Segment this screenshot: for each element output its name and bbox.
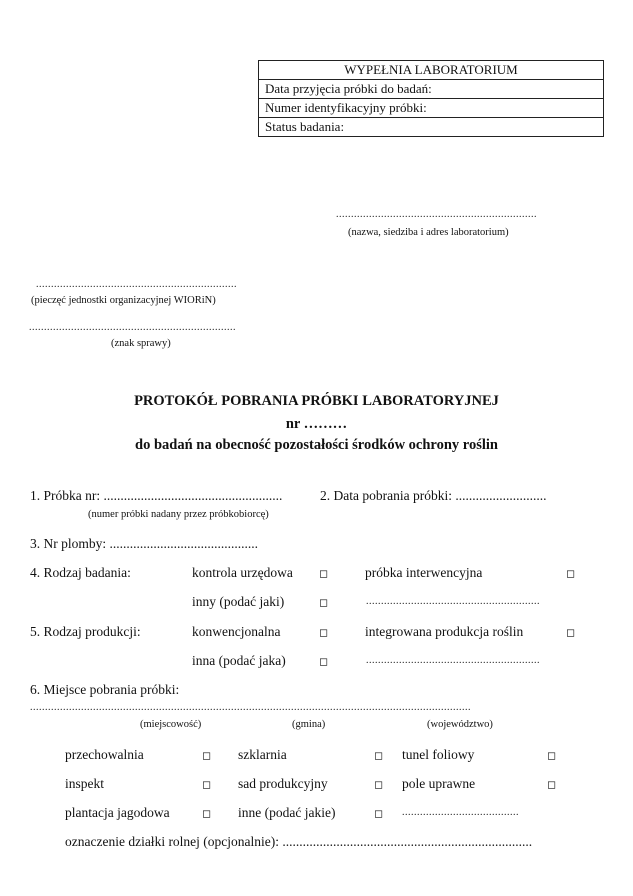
place-field-checkbox[interactable]: ◻ bbox=[547, 779, 557, 791]
place-orchard-label: sad produkcyjny bbox=[238, 776, 328, 791]
protocol-number: nr ……… bbox=[285, 416, 348, 432]
sample-number-caption: (numer próbki nadany przez próbkobiorcę) bbox=[88, 509, 269, 520]
place-berry-plantation-label: plantacja jagodowa bbox=[65, 805, 170, 820]
voivodeship-caption: (województwo) bbox=[427, 719, 493, 730]
laboratory-box bbox=[258, 60, 604, 137]
test-type-intervention-label: próbka interwencyjna bbox=[365, 565, 483, 580]
production-other-label: inna (podać jaka) bbox=[192, 653, 286, 668]
laboratory-box-header: WYPEŁNIA LABORATORIUM bbox=[344, 62, 518, 77]
place-hotbed-label: inspekt bbox=[65, 776, 104, 791]
test-type-other-checkbox[interactable]: ◻ bbox=[319, 597, 329, 609]
locality-caption: (miejscowość) bbox=[140, 719, 202, 730]
place-hotbed-checkbox[interactable]: ◻ bbox=[202, 779, 212, 791]
test-type-official-label: kontrola urzędowa bbox=[192, 565, 293, 580]
sampling-location-label: 6. Miejsce pobrania próbki: bbox=[30, 682, 180, 697]
test-type-label: 4. Rodzaj badania: bbox=[30, 565, 131, 580]
sampling-date-field[interactable]: 2. Data pobrania próbki: ........................... bbox=[320, 488, 547, 503]
place-storehouse-checkbox[interactable]: ◻ bbox=[202, 750, 212, 762]
case-mark-line[interactable]: ..................................................................... bbox=[29, 322, 236, 333]
seal-number-field[interactable]: 3. Nr plomby: ............................................ bbox=[30, 536, 258, 551]
case-mark-caption: (znak sprawy) bbox=[111, 338, 171, 349]
plot-marking-field[interactable]: oznaczenie działki rolnej (opcjonalnie): .......................................................................... bbox=[65, 834, 533, 849]
place-orchard-checkbox[interactable]: ◻ bbox=[374, 779, 384, 791]
production-type-label: 5. Rodzaj produkcji: bbox=[30, 624, 141, 639]
stamp-caption: (pieczęć jednostki organizacyjnej WIORiN) bbox=[31, 295, 216, 306]
test-type-official-checkbox[interactable]: ◻ bbox=[319, 568, 329, 580]
test-status-field[interactable]: Status badania: bbox=[259, 117, 603, 136]
production-conventional-label: konwencjonalna bbox=[192, 624, 281, 639]
document-subtitle: do badań na obecność pozostałości środków ochrony roślin bbox=[135, 437, 498, 453]
place-berry-plantation-checkbox[interactable]: ◻ bbox=[202, 808, 212, 820]
sampling-location-input[interactable]: ................................................................................................................................................... bbox=[30, 702, 471, 713]
place-other-label: inne (podać jakie) bbox=[238, 805, 336, 820]
production-integrated-label: integrowana produkcja roślin bbox=[365, 624, 524, 639]
place-foil-tunnel-label: tunel foliowy bbox=[402, 747, 475, 762]
production-other-input[interactable]: .......................................................... bbox=[366, 655, 540, 666]
place-greenhouse-label: szklarnia bbox=[238, 747, 287, 762]
production-other-checkbox[interactable]: ◻ bbox=[319, 656, 329, 668]
lab-address-line[interactable]: ................................................................... bbox=[336, 209, 537, 220]
place-field-label: pole uprawne bbox=[402, 776, 476, 791]
production-integrated-checkbox[interactable]: ◻ bbox=[566, 627, 576, 639]
place-foil-tunnel-checkbox[interactable]: ◻ bbox=[547, 750, 557, 762]
commune-caption: (gmina) bbox=[292, 719, 326, 730]
document-title: PROTOKÓŁ POBRANIA PRÓBKI LABORATORYJNEJ bbox=[134, 393, 499, 409]
reception-date-field[interactable]: Data przyjęcia próbki do badań: bbox=[259, 79, 603, 98]
place-storehouse-label: przechowalnia bbox=[65, 747, 144, 762]
place-other-checkbox[interactable]: ◻ bbox=[374, 808, 384, 820]
test-type-intervention-checkbox[interactable]: ◻ bbox=[566, 568, 576, 580]
sample-number-field[interactable]: 1. Próbka nr: ..................................................... bbox=[30, 488, 283, 503]
test-type-other-input[interactable]: .......................................................... bbox=[366, 596, 540, 607]
sample-id-field[interactable]: Numer identyfikacyjny próbki: bbox=[259, 98, 603, 117]
stamp-line[interactable]: ................................................................... bbox=[36, 279, 237, 290]
production-conventional-checkbox[interactable]: ◻ bbox=[319, 627, 329, 639]
test-type-other-label: inny (podać jaki) bbox=[192, 594, 285, 609]
lab-address-caption: (nazwa, siedziba i adres laboratorium) bbox=[348, 227, 509, 238]
place-greenhouse-checkbox[interactable]: ◻ bbox=[374, 750, 384, 762]
place-other-input[interactable]: ....................................... bbox=[402, 807, 519, 818]
